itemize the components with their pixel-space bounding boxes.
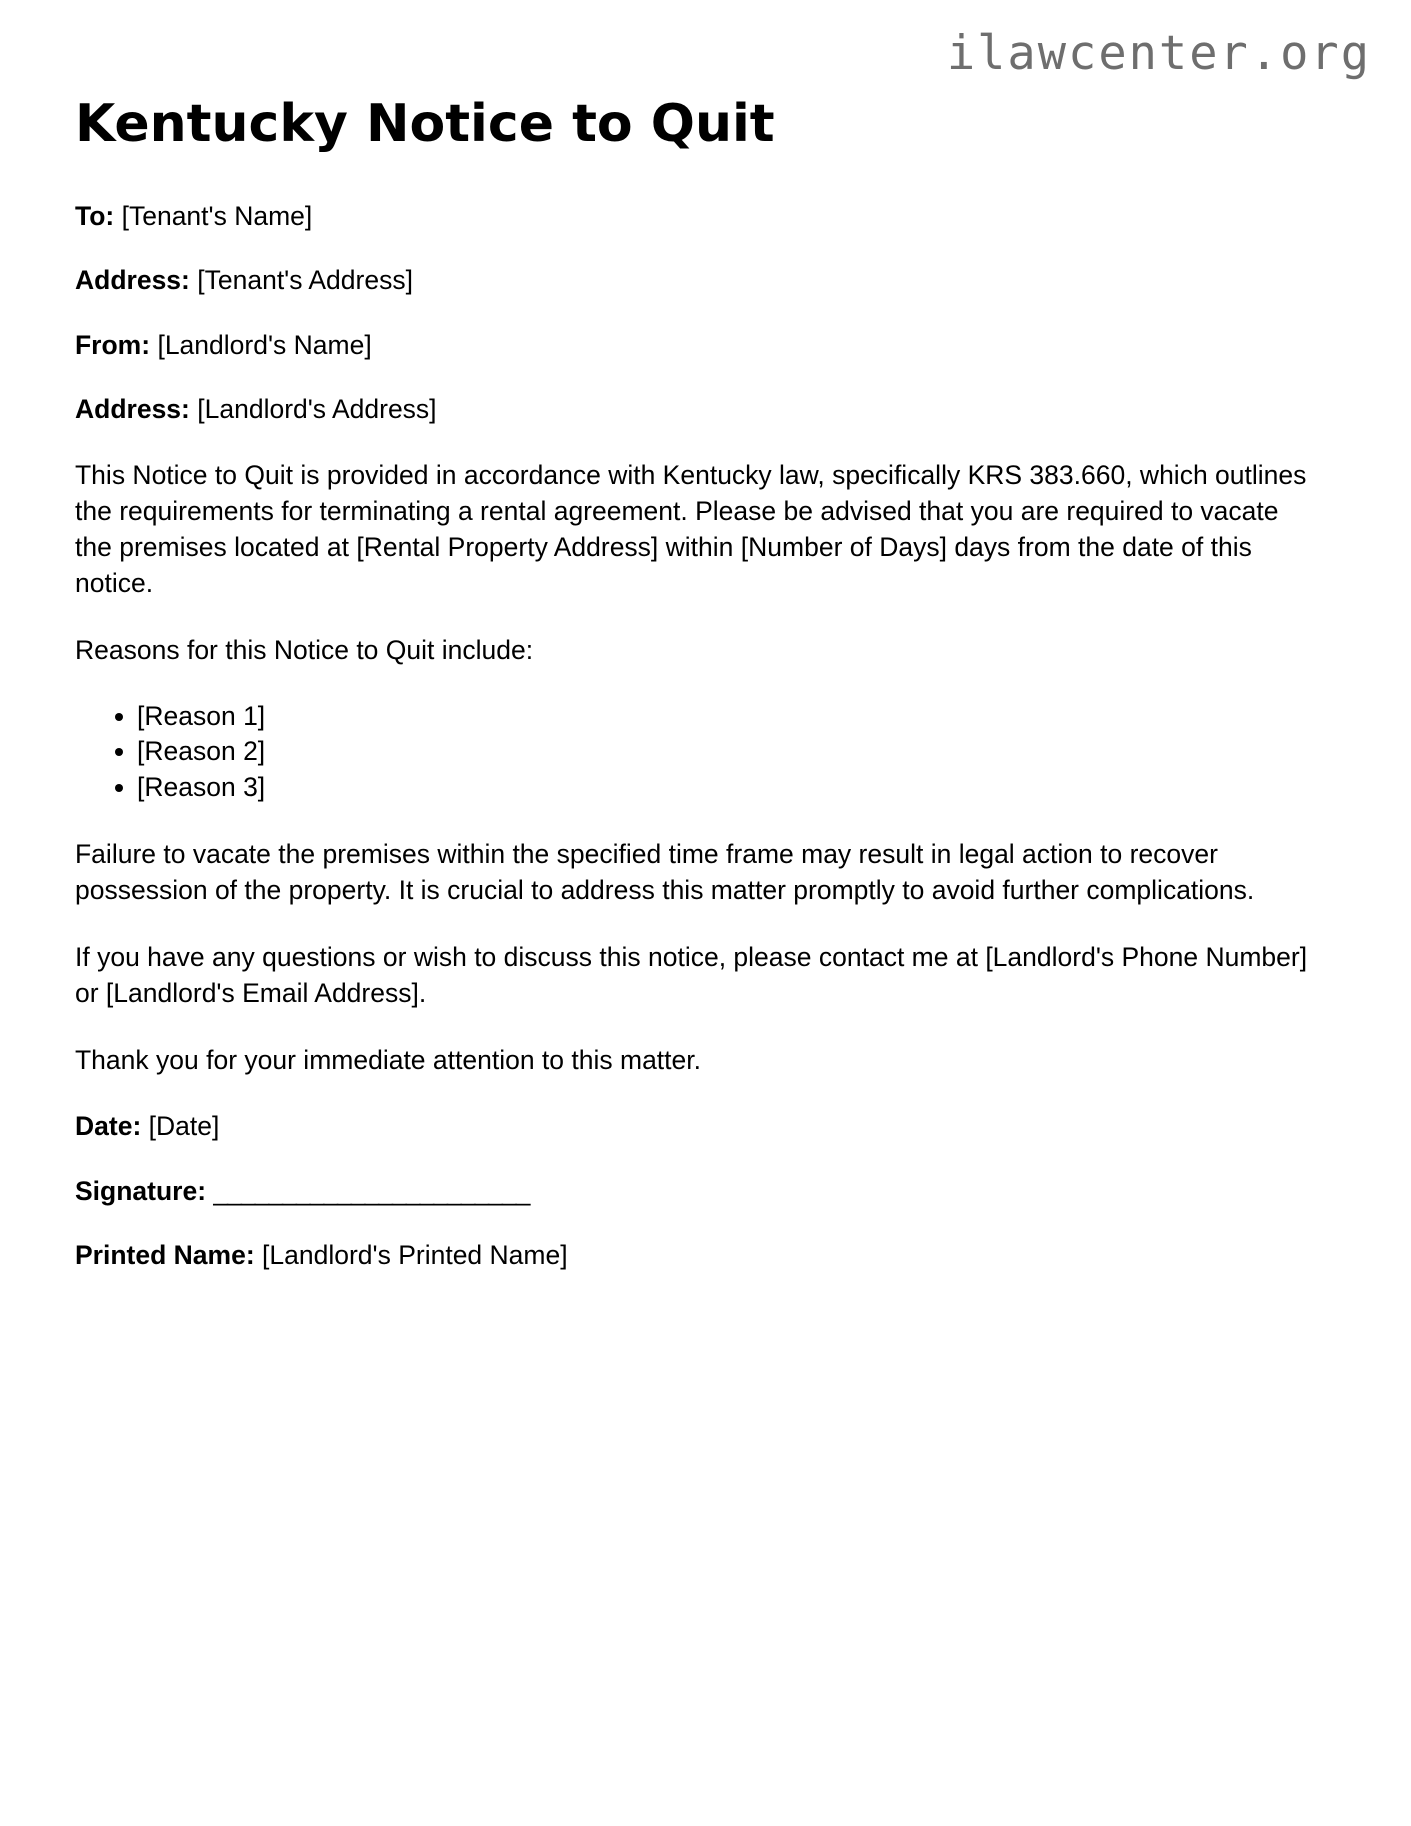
failure-paragraph: Failure to vacate the premises within the specified time frame may result in legal action to recover possession of the property. It is crucial to address this matter promptly to avoid further complications. bbox=[75, 839, 1255, 906]
reasons-lead-paragraph: Reasons for this Notice to Quit include: bbox=[75, 634, 534, 665]
field-from bbox=[75, 328, 1320, 362]
date-label: Date: bbox=[75, 1111, 142, 1142]
site-watermark: ilawcenter.org bbox=[946, 26, 1371, 81]
field-from-value: [Landlord's Name] bbox=[157, 329, 372, 360]
signature-label: Signature: bbox=[75, 1175, 207, 1206]
field-landlord-address bbox=[75, 392, 1320, 426]
printed-name-value: [Landlord's Printed Name] bbox=[262, 1240, 568, 1271]
list-item: [Reason 1] bbox=[75, 699, 1320, 735]
field-tenant-address bbox=[75, 263, 1320, 297]
signature-line bbox=[75, 1174, 1320, 1208]
document-content bbox=[75, 95, 1320, 1303]
field-to-label: To: bbox=[75, 200, 115, 231]
field-to bbox=[75, 199, 1320, 233]
intro-paragraph: This Notice to Quit is provided in accordance with Kentucky law, specifically KRS 383.660, which outlines the requirements for terminating a rental agreement. Please be advised that you are required to vacate the premises located at [Rental Property Address] within [Number of Days] days from the date of this notice. bbox=[75, 459, 1307, 598]
signature-blank: _______________________ bbox=[213, 1175, 530, 1206]
list-item: [Reason 3] bbox=[75, 770, 1320, 806]
list-item: [Reason 2] bbox=[75, 734, 1320, 770]
printed-name-line bbox=[75, 1238, 1320, 1272]
field-landlord-address-label: Address: bbox=[75, 394, 190, 425]
contact-paragraph: If you have any questions or wish to discuss this notice, please contact me at [Landlord's Phone Number] or [Landlord's Email Address]. bbox=[75, 942, 1308, 1009]
date-line bbox=[75, 1109, 1320, 1143]
field-tenant-address-label: Address: bbox=[75, 265, 190, 296]
page-title: Kentucky Notice to Quit bbox=[75, 94, 775, 154]
field-landlord-address-value: [Landlord's Address] bbox=[197, 394, 437, 425]
field-tenant-address-value: [Tenant's Address] bbox=[197, 265, 413, 296]
field-from-label: From: bbox=[75, 329, 151, 360]
field-to-value: [Tenant's Name] bbox=[121, 200, 313, 231]
reasons-list bbox=[75, 699, 1320, 806]
date-value: [Date] bbox=[148, 1111, 220, 1142]
printed-name-label: Printed Name: bbox=[75, 1240, 255, 1271]
thanks-paragraph: Thank you for your immediate attention to this matter. bbox=[75, 1045, 701, 1076]
